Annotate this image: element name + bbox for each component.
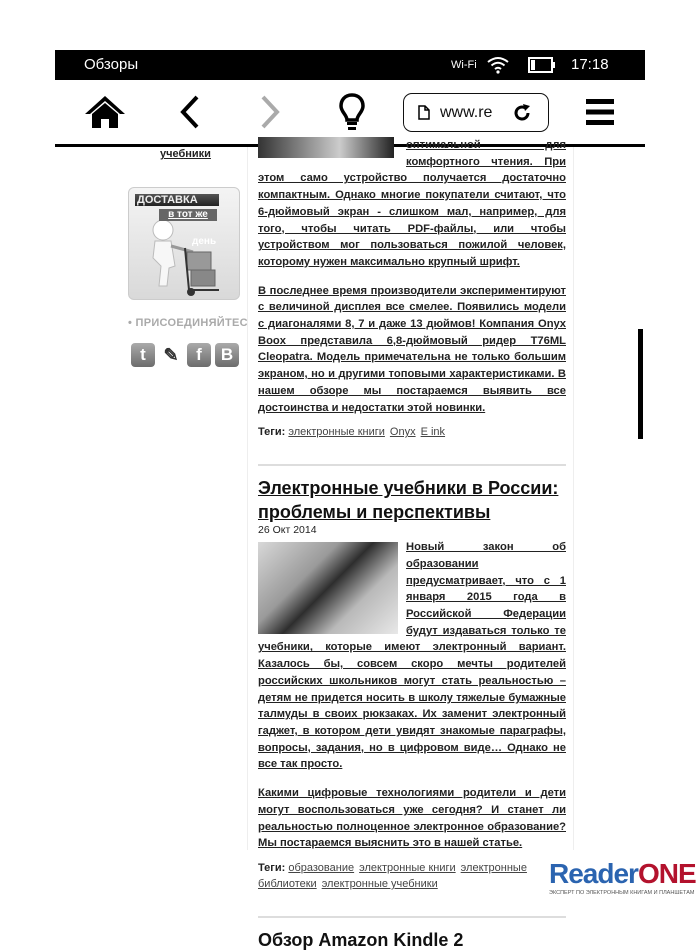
join-us-heading: • ПРИСОЕДИНЯЙТЕС [128,317,248,329]
tag-link[interactable]: электронные книги [288,426,385,439]
article-body[interactable]: В последнее время производители экспериментируют с величиной дисплея все смелее. Появились модели с диагоналями 8, 7 и даже 13 дюймов! Компания Onyx Boox представила 6,8-дюймовый ридер T76ML Cleopatra. Модель примечательна не только большим экраном, но и другими топовыми характеристиками. В нашем обзоре мы постараемся выявить все достоинства и недостатки этой новинки. [258,284,566,414]
article-textbooks [258,476,566,892]
vkontakte-icon[interactable]: B [215,343,239,367]
tag-link[interactable]: электронные учебники [321,877,438,890]
promo-line-2: в тот же [159,209,217,221]
sidebar-link-textbooks[interactable]: учебники [160,148,211,160]
scrollbar-thumb[interactable] [638,329,643,439]
tag-link[interactable]: Onyx [389,426,416,439]
wifi-label: Wi-Fi [451,59,477,71]
tag-link[interactable]: электронные книги [359,861,456,874]
chevron-right-icon [257,94,283,130]
article-thumbnail[interactable] [258,137,394,158]
promo-line-3: день [192,236,217,247]
article-divider [258,916,566,918]
social-links [131,343,239,367]
article-title[interactable]: Обзор Amazon Kindle 2 [258,929,464,950]
twitter-icon[interactable]: t [131,343,155,367]
tag-link[interactable]: электронные библиотеки [258,861,527,890]
livejournal-icon[interactable]: ✎ [163,344,179,365]
lightbulb-button[interactable] [327,80,377,144]
brand-one: ONE [637,858,696,889]
readerone-watermark [549,860,696,896]
brand-reader: Reader [549,858,638,889]
reload-icon[interactable] [512,103,532,123]
article-onyx [258,137,566,440]
forward-button[interactable] [245,80,295,144]
article-date: 26 Окт 2014 [258,524,317,537]
url-bar[interactable] [403,93,549,132]
home-icon [83,94,127,130]
article-tags [258,860,566,892]
status-title: Обзоры [84,56,139,73]
wifi-icon [487,56,509,79]
home-button[interactable] [77,80,133,144]
tag-link[interactable]: E ink [420,426,446,439]
back-button[interactable] [165,80,215,144]
tags-label: Теги: [258,426,286,439]
delivery-banner[interactable] [128,187,240,300]
article-intro[interactable]: Новый закон об образовании предусматривает, что с 1 января 2015 года в Российской Федерации будут издаваться только те учебники, которые имеют электронный вариант. Казалось бы, совсем скоро мечты родителей российских школьников могут стать реальностью – детям не придется носить в школу тяжелые бумажные талмуды в своих рюкзаках. Их заменит электронный гаджет, в котором дети увидят знакомые параграфы, вопросы, задания, но в цифровом виде… Однако не все так просто. [258,541,566,771]
chevron-left-icon [177,94,203,130]
browser-toolbar [55,80,645,144]
article-tags [258,424,566,440]
page-icon [418,105,430,120]
menu-icon [586,97,614,127]
battery-icon [528,57,556,78]
tags-label: Теги: [258,861,286,874]
tag-link[interactable]: образование [288,861,355,874]
child-with-tablet-image[interactable] [258,542,398,634]
article-intro[interactable]: оптимальной для комфортного чтения. При этом само устройство получается достаточно компактным. Однако многие покупатели считают, что 6-дюймовый экран - слишком мал, например, для того, чтобы читать PDF-файлы, или чтобы устройством мог пользоваться пожилой человек, которому нужен максимально крупный шрифт. [258,139,566,268]
article-title[interactable]: Электронные учебники в России: проблемы и перспективы [258,478,559,523]
article-body[interactable]: Какими цифровые технологиями родители и дети могут воспользоваться уже сегодня? И станет ли реальностью полноценное электронное образование? Мы постараемся выяснить это в нашей статье. [258,787,566,850]
clock: 17:18 [571,56,609,73]
article-divider [258,464,566,466]
facebook-icon[interactable]: f [187,343,211,367]
delivery-figure-image [141,208,231,298]
promo-line-1: ДОСТАВКА [135,194,219,206]
status-bar [55,50,645,80]
main-content [247,139,574,950]
lightbulb-icon [338,92,366,132]
brand-tagline: ЭКСПЕРТ ПО ЭЛЕКТРОННЫМ КНИГАМ И ПЛАНШЕТАМ [549,890,695,896]
url-text: www.re [440,103,493,121]
menu-button[interactable] [580,80,620,144]
